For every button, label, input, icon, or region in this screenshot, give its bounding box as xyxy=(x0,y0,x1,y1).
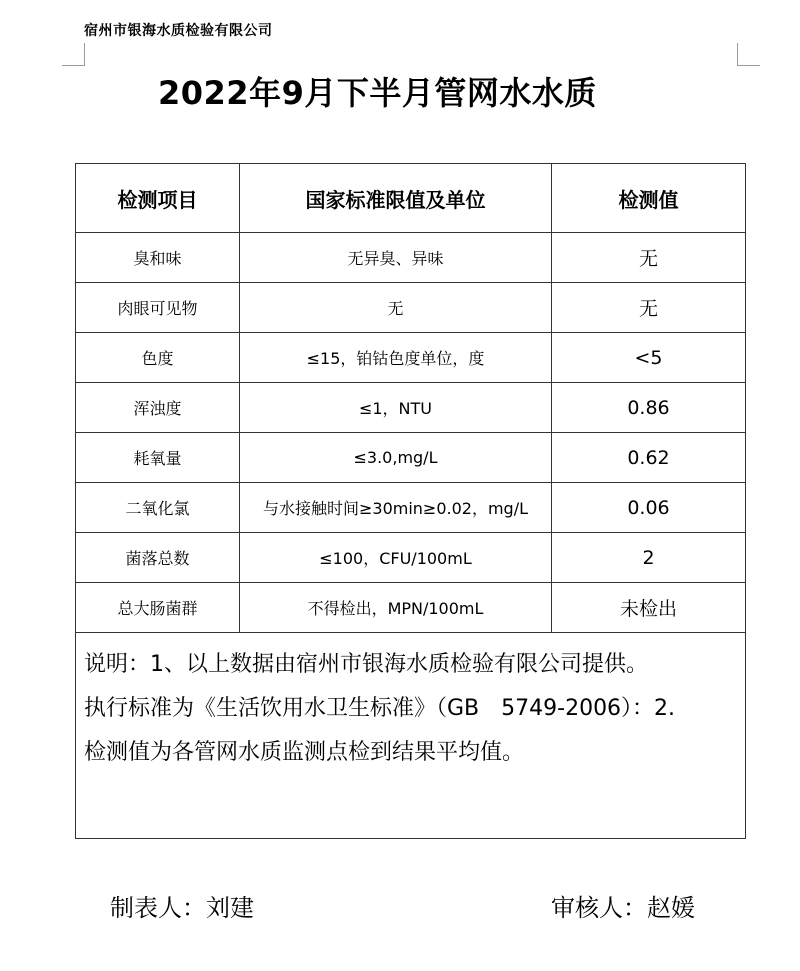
row-value: 0.06 xyxy=(552,483,746,533)
column-header-standard: 国家标准限值及单位 xyxy=(240,164,552,233)
row-standard: ≤100，CFU/100mL xyxy=(240,533,552,583)
row-value: 0.86 xyxy=(552,383,746,433)
table-row xyxy=(76,383,746,433)
row-item: 总大肠菌群 xyxy=(76,583,240,633)
table-row xyxy=(76,433,746,483)
water-quality-table xyxy=(75,163,746,839)
table-row xyxy=(76,483,746,533)
table-row xyxy=(76,333,746,383)
row-item: 耗氧量 xyxy=(76,433,240,483)
row-standard: 无 xyxy=(240,283,552,333)
table-row xyxy=(76,533,746,583)
margin-corner-right xyxy=(737,43,760,66)
note-line: 执行标准为《生活饮用水卫生标准》（GB 5749-2006）：2. xyxy=(84,696,676,721)
row-standard: ≤3.0,mg/L xyxy=(240,433,552,483)
row-standard: ≤15，铂钴色度单位，度 xyxy=(240,333,552,383)
row-item: 二氧化氯 xyxy=(76,483,240,533)
document-title: 2022年9月下半月管网水水质 xyxy=(158,74,597,112)
row-standard: ≤1，NTU xyxy=(240,383,552,433)
row-standard: 与水接触时间≥30min≥0.02，mg/L xyxy=(240,483,552,533)
row-item: 色度 xyxy=(76,333,240,383)
company-header: 宿州市银海水质检验有限公司 xyxy=(84,23,273,39)
margin-corner-left xyxy=(62,43,85,66)
note-line: 说明：1、以上数据由宿州市银海水质检验有限公司提供。 xyxy=(84,652,648,677)
row-item: 肉眼可见物 xyxy=(76,283,240,333)
row-standard: 不得检出，MPN/100mL xyxy=(240,583,552,633)
table-row xyxy=(76,283,746,333)
table-row xyxy=(76,583,746,633)
row-value: 无 xyxy=(552,283,746,333)
row-item: 臭和味 xyxy=(76,233,240,283)
note-cell xyxy=(76,633,746,839)
reviewer-signature: 审核人：赵媛 xyxy=(551,894,695,922)
note-line: 检测值为各管网水质监测点检到结果平均值。 xyxy=(84,740,525,765)
table-header-row xyxy=(76,164,746,233)
table-row xyxy=(76,233,746,283)
table-maker-signature: 制表人：刘建 xyxy=(110,894,254,922)
row-value: 未检出 xyxy=(552,583,746,633)
row-value: 无 xyxy=(552,233,746,283)
column-header-item: 检测项目 xyxy=(76,164,240,233)
note-row xyxy=(76,633,746,839)
row-value: 0.62 xyxy=(552,433,746,483)
row-value: 2 xyxy=(552,533,746,583)
row-item: 菌落总数 xyxy=(76,533,240,583)
row-item: 浑浊度 xyxy=(76,383,240,433)
row-value: <5 xyxy=(552,333,746,383)
column-header-value: 检测值 xyxy=(552,164,746,233)
row-standard: 无异臭、异味 xyxy=(240,233,552,283)
